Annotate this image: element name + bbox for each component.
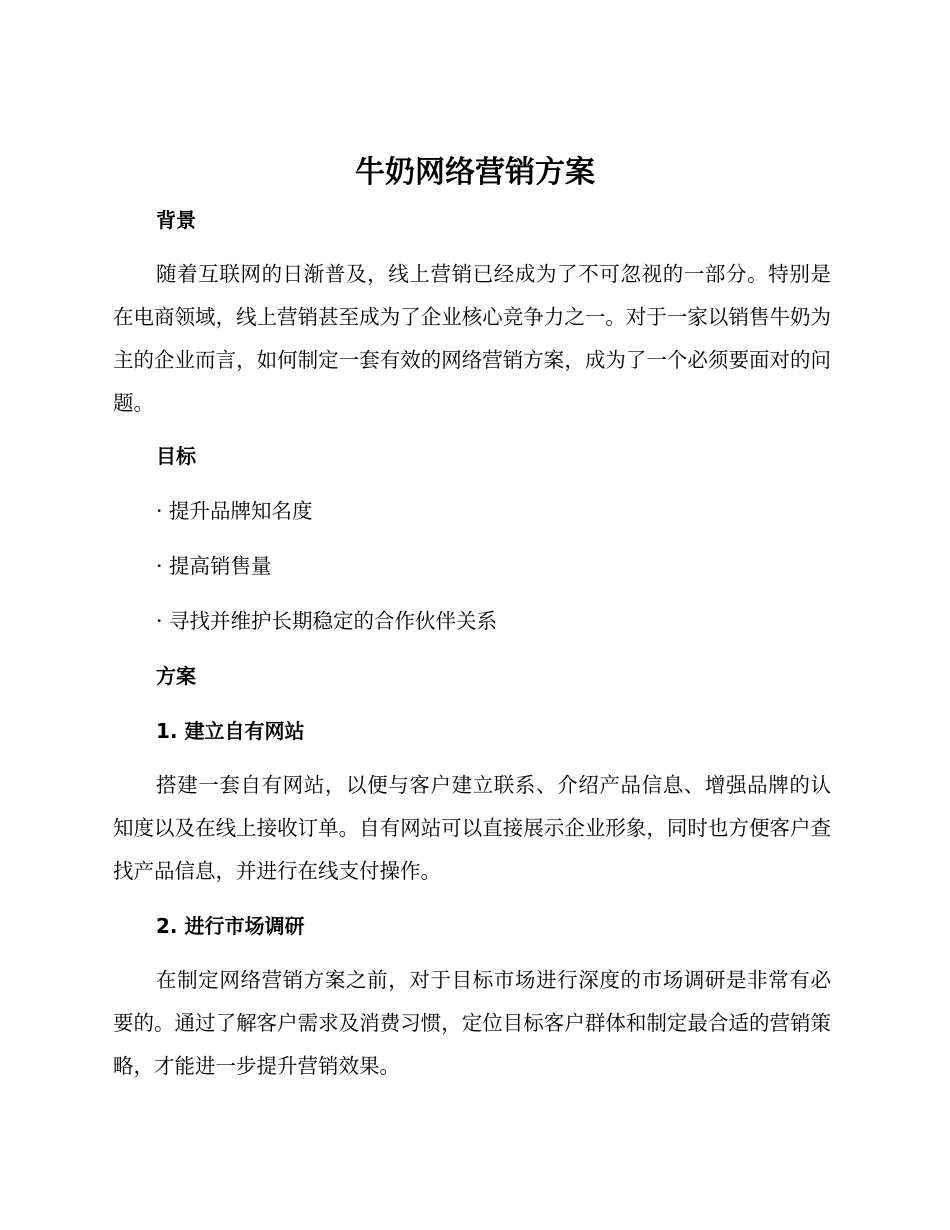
- section-heading-goals: 目标: [156, 444, 196, 468]
- section-heading-background: 背景: [156, 208, 196, 232]
- document-title: 牛奶网络营销方案: [355, 155, 595, 190]
- goal-item: · 提升品牌知名度: [156, 499, 313, 523]
- plan-step2-heading: 2. 进行市场调研: [156, 914, 305, 938]
- goal-item: · 寻找并维护长期稳定的合作伙伴关系: [156, 609, 498, 633]
- section-heading-plan: 方案: [156, 664, 196, 688]
- plan-step1-paragraph: 搭建一套自有网站，以便与客户建立联系、介绍产品信息、增强品牌的认知度以及在线上接收订单。自有网站可以直接展示企业形象，同时也方便客户查找产品信息，并进行在线支付操作。: [113, 773, 831, 883]
- goal-item: · 提高销售量: [156, 554, 272, 578]
- plan-step2-paragraph: 在制定网络营销方案之前，对于目标市场进行深度的市场调研是非常有必要的。通过了解客户需求及消费习惯，定位目标客户群体和制定最合适的营销策略，才能进一步提升营销效果。: [113, 968, 831, 1078]
- plan-step1-heading: 1. 建立自有网站: [156, 719, 305, 743]
- background-paragraph: 随着互联网的日渐普及，线上营销已经成为了不可忽视的一部分。特别是在电商领域，线上营销甚至成为了企业核心竞争力之一。对于一家以销售牛奶为主的企业而言，如何制定一套有效的网络营销方案，成为了一个必须要面对的问题。: [113, 262, 831, 415]
